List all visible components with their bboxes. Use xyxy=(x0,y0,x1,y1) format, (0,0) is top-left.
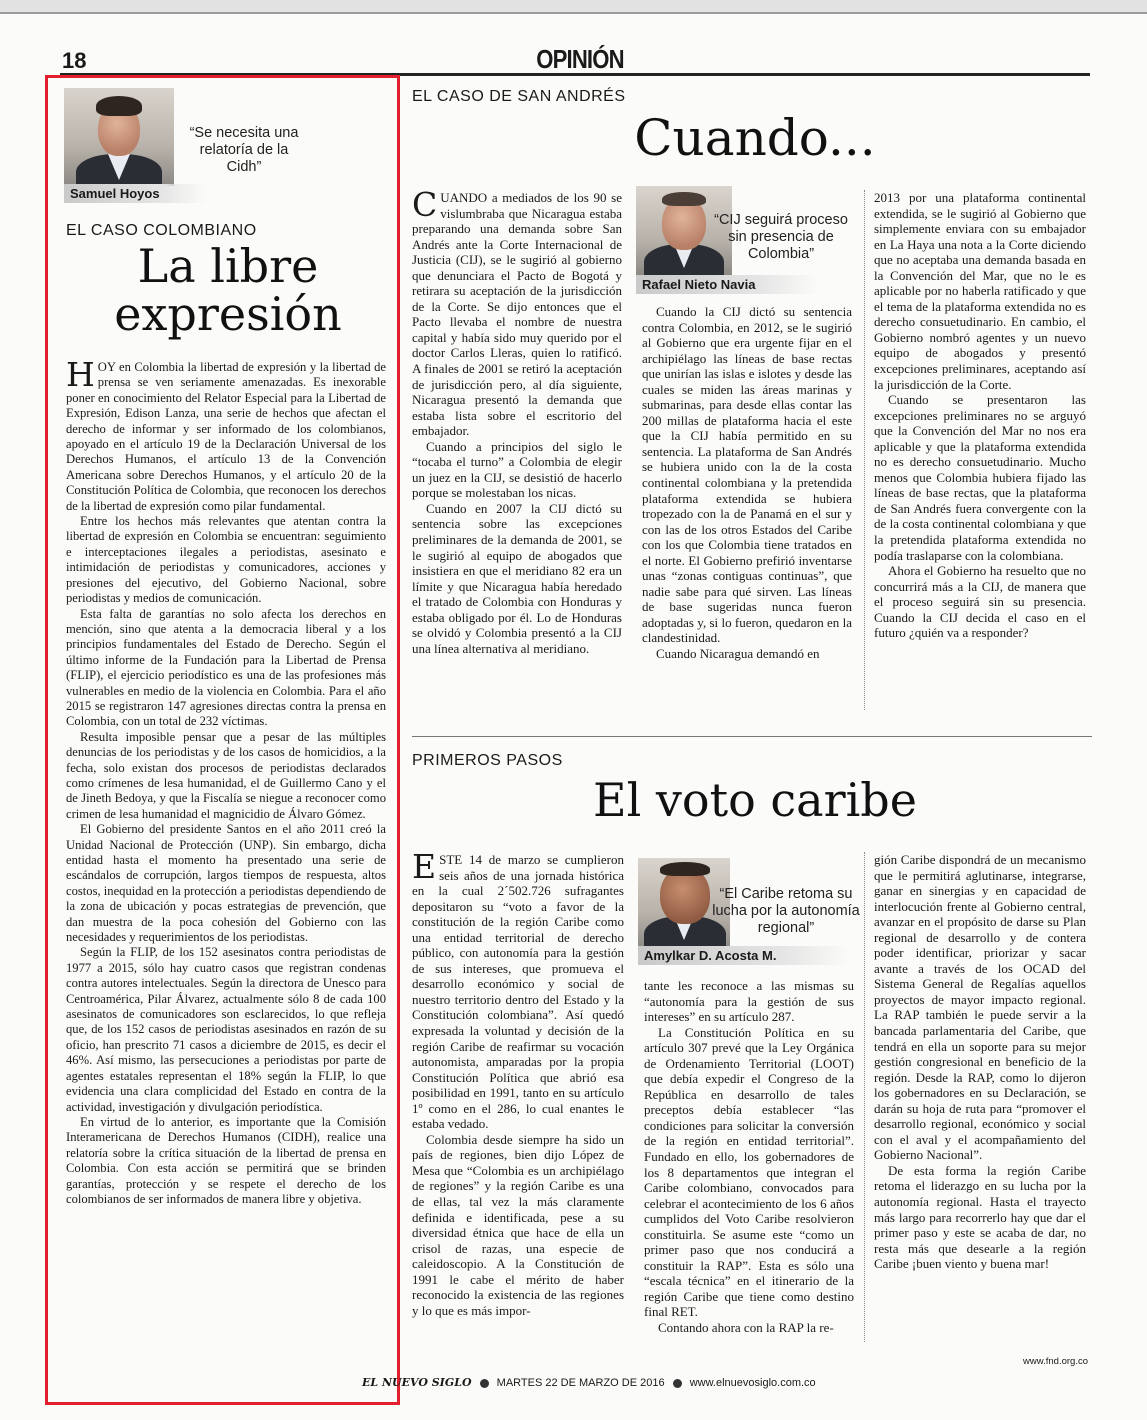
article-kicker: EL CASO COLOMBIANO xyxy=(66,222,257,239)
page-top-strip xyxy=(0,0,1147,14)
bullet-dot xyxy=(480,1379,489,1388)
drop-cap: H xyxy=(66,355,95,394)
publication-date: MARTES 22 DE MARZO DE 2016 xyxy=(496,1377,665,1389)
article-body-col-3 xyxy=(874,190,1086,641)
pull-quote: “CIJ seguirá proceso sin presencia de Colombia” xyxy=(714,212,848,262)
paragraph: Cuando Nicaragua demandó en xyxy=(656,646,820,662)
bullet-dot xyxy=(673,1379,682,1388)
paragraph: Esta falta de garantías no solo afecta los derechos en mención, sino que atenta a la democracia liberal y a los principios fundamentales del Estado de Derecho. Según el último informe de la Fundación para la Libertad de Prensa (FLIP), el ejercicio periodístico es una de las profesiones más vulnerables en medio de la violencia en Colombia. Para el año 2015 se registraron 147 agresiones directas contra la prensa en Colombia, con un total de 232 víctimas. xyxy=(66,606,386,729)
paragraph: Cuando en 2007 la CIJ dictó su sentencia sobre las excepciones preliminares de la demanda de 2001, se le sugirió al equipo de abogados que insistiera en que el meridiano 82 era un límite y que Nicaragua había heredado el tratado de Colombia con Honduras y estaba obligado por él. Lo de Honduras se olvidó y Colombia presentó a la CIJ una línea alternativa al meridiano. xyxy=(412,500,622,656)
drop-cap: C xyxy=(412,185,438,224)
pull-quote: “Se necesita una relatoría de la Cidh” xyxy=(189,125,299,175)
paragraph: Cuando a principios del siglo le “tocaba el turno” a Colombia de elegir un juez en la CIJ, se desistió de hacerlo porque se molestaban los nicas. xyxy=(412,438,622,501)
article-kicker: EL CASO DE SAN ANDRÉS xyxy=(412,88,626,105)
paragraph: En virtud de lo anterior, es importante que la Comisión Interamericana de Derechos Humanos (CIDH), realice una relatoría sobre la crítica situación de la libertad de prensa en Colombia. Con esta acción se permitirá que se brinden garantías, protección y se respete el derecho de los colombianos de ser informados de manera libre y objetiva. xyxy=(66,1114,386,1206)
article-divider xyxy=(412,736,1092,737)
paragraph: De esta forma la región Caribe retoma el liderazgo en su lucha por la autonomía regional. Hasta el trayecto más largo para recorrerlo hay que dar el primer paso y este se acaba de dar, no resta más que desearle a la región Caribe ¡buen viento y buena mar! xyxy=(874,1162,1086,1272)
page-footer xyxy=(362,1376,816,1389)
paragraph: tante les reconoce a las mismas su “autonomía para la gestión de sus intereses” en su artículo 287. xyxy=(644,978,854,1025)
paragraph: El Gobierno del presidente Santos en el año 2011 creó la Unidad Nacional de Protección (UNP). Sin embargo, dicha entidad hasta el momento ha presentado una serie de escándalos de corrupción, largos tiempos de respuesta, altos costos, inequidad en la protección a periodistas dependiendo de la zona de ubicación y pocas estrategias de prevención, que dan muestra de la poca cohesión del Gobierno con las necesidades y requerimientos de los periodistas. xyxy=(66,822,386,945)
author-name: Samuel Hoyos xyxy=(64,184,206,203)
author-photo-samuel-hoyos xyxy=(64,88,174,186)
newspaper-brand: EL NUEVO SIGLO xyxy=(362,1376,472,1389)
column-divider xyxy=(864,190,865,710)
source-website: www.fnd.org.co xyxy=(1023,1356,1088,1367)
paragraph: Entre los hechos más relevantes que atentan contra la libertad de expresión en Colombia se encuentran: seguimiento e interceptaciones ilegales a periodistas, asesinato e intimidación de periodistas y comunicadores, acciones y presiones del ejecutivo, del Gobierno Nacional, sobre periodistas y medios de comunicación. xyxy=(66,514,386,606)
article-body-col-2 xyxy=(642,304,852,662)
newspaper-url: www.elnuevosiglo.com.co xyxy=(689,1377,816,1389)
paragraph: Cuando la CIJ dictó su sentencia contra Colombia, en 2012, se le sugirió al Gobierno que era urgente fijar en el archipiélago las líneas de base rectas que unirían las islas e islotes y desde las cuales se miden las áreas marinas y submarinas, para desde ellas contar las 200 millas de plataforma hacia el este que la CIJ había permitido en su sentencia. La plataforma de San Andrés se hubiera unido con la de la costa continental colombiana y la pretendida plataforma extendida se hubiera tropezado con la de Panamá en el sur y con las de los otros Estados del Caribe con los que Colombia tiene tratados en el norte. El Gobierno prefirió inventarse unas “zonas contiguas continuas”, que nadie sabe para qué sirven. Las líneas de base sugeridas nunca fueron adoptadas y, si lo fueron, quedaron en la clandestinidad. xyxy=(642,304,852,646)
drop-cap: E xyxy=(412,847,437,886)
paragraph: Resulta imposible pensar que a pesar de las múltiples denuncias de los periodistas y de los casos de homicidios, a la fecha, solo existan dos procesos de periodistas declarados como crímenes de lesa humanidad, el de Guillermo Cano y el de Jineth Bedoya, y que la Fiscalía se niegue a reconocer como crimen de lesa humanidad el magnicidio de Álvaro Gómez. xyxy=(66,729,386,821)
article-body-col-1 xyxy=(412,847,624,1318)
article-body-col-3 xyxy=(874,852,1086,1272)
section-title: OPINIÓN xyxy=(536,44,624,74)
column-divider xyxy=(864,852,865,1342)
page-number: 18 xyxy=(62,48,87,73)
article-body-col-2 xyxy=(644,978,854,1336)
paragraph: Ahora el Gobierno ha resuelto que no concurrirá más a la CIJ, de manera que el proceso seguirá sin su presencia. Cuando la CIJ decida el caso en el futuro ¿quién va a responder? xyxy=(874,563,1086,641)
pull-quote: “El Caribe retoma su lucha por la autonomía regional” xyxy=(712,886,860,936)
paragraph: HOY en Colombia la libertad de expresión y la libertad de prensa se ven seriamente amenazadas. Es inexorable poner en conocimiento del Relator Especial para la Libertad de Expresión, Edison Lanza, una serie de hechos que afectan el derecho de informar y ser informado de los colombianos, apoyado en el artículo 19 de la Declaración Universal de los Derechos Humanos, el artículo 13 de la Convención Americana sobre Derechos Humanos, y el artículo 20 de la Constitución Política de Colombia, que reconocen los derechos de la libertad de expresión como pilar fundamental. xyxy=(66,355,386,513)
paragraph: ESTE 14 de marzo se cumplieron seis años de una jornada histórica en la cual 2´502.726 sufragantes depositaron su “voto a favor de la constitución de la región Caribe como una entidad territorial de derecho público, con autonomía para la gestión de sus intereses, que promueva el desarrollo económico y social de nuestro territorio dentro del Estado y la Constitución colombiana”. Así quedó expresada la voluntad y decisión de la región Caribe de reafirmar su vocación autonomista, amparadas por la propia Constitución Política que abrió esa posibilidad en 1991, tanto en su artículo 1º como en el 286, lo cual enantes le estaba vedado. xyxy=(412,847,624,1132)
paragraph: Colombia desde siempre ha sido un país de regiones, bien dijo López de Mesa que “Colombia es un archipiélago de regiones” y la región Caribe es una de ellas, tal vez la más claramente definida e identificada, pese a su diversidad étnica que hace de ella un crisol de razas, una especie de caleidoscopio. A la Constitución de 1991 le cabe el mérito de haber reconocido la existencia de las regiones y lo que es más impor- xyxy=(412,1131,624,1318)
paragraph: CUANDO a mediados de los 90 se vislumbraba que Nicaragua estaba preparando una demanda sobre San Andrés ante la Corte Internacional de Justicia (CIJ), se le sugirió al gobierno que denunciara el Pacto de Bogotá y retirara su aceptación de la jurisdicción de la Corte. Se dijo entonces que el Pacto llevaba el nombre de nuestra capital y había sido muy querido por el doctor Carlos Lleras, quien lo ratificó. A finales de 2001 se retiró la aceptación de jurisdicción pero, al día siguiente, Nicaragua presentó la demanda que estaba lista sobre el escritorio del embajador. xyxy=(412,185,622,439)
author-name: Amylkar D. Acosta M. xyxy=(638,946,850,965)
paragraph: Cuando se presentaron las excepciones preliminares no se arguyó que la Convención del Mar no nos era aplicable y que la plataforma extendida no es derecho consuetudinario. Mucho menos que Colombia hubiera fijado las líneas de base rectas, que la plataforma de San Andrés fuera convergente con la de la costa continental colombiana y que la pretendida plataforma extendida no podía traslaparse con la colombiana. xyxy=(874,392,1086,563)
article-title-line-2: expresión xyxy=(114,287,342,342)
article-title: El voto caribe xyxy=(593,773,917,827)
paragraph: 2013 por una plataforma continental extendida, se le sugirió al Gobierno que simplemente enviara con su embajador en La Haya una nota a la Corte diciendo que no aceptaba una demanda basada en la Convención del Mar, que no le es aplicable por no haberla ratificado y que el tema de la plataforma extendida no es derecho consuetudinario. En cambio, el Gobierno nombró agentes y un nuevo equipo de abogados y presentó excepciones preliminares, aceptando así la jurisdicción de la Corte. xyxy=(874,190,1086,392)
article-body-col-1 xyxy=(412,185,622,656)
article-title: Cuando... xyxy=(634,109,876,167)
paragraph: Contando ahora con la RAP la re- xyxy=(658,1320,834,1336)
author-name: Rafael Nieto Navia xyxy=(636,275,818,294)
article-title xyxy=(58,239,398,342)
paragraph: gión Caribe dispondrá de un mecanismo que le permitirá aglutinarse, integrarse, ganar en sinergias y en capacidad de interlocución frente al Gobierno central, avanzar en el propósito de darse su Plan regional de desarrollo y de contera poder identificar, priorizar y sacar avante a través de los OCAD del Sistema General de Regalías aquellos proyectos de mayor impacto regional. La RAP también le puede servir a la bancada parlamentaria del Caribe, que tendrá en ella un soporte para su mejor gestión congresional en beneficio de la región. Desde la RAP, como lo dijeron los gobernadores en su Declaración, se darán su hoja de ruta para “promover el desarrollo regional, económico y social con el aval y el acompañamiento del Gobierno Nacional”. xyxy=(874,852,1086,1163)
paragraph: La Constitución Política en su artículo 307 prevé que la Ley Orgánica de Ordenamiento Territorial (LOOT) que debía expedir el Congreso de la República en desarrollo de tales preceptos debía establecer “las condiciones para solicitar la conversión de la región en entidad territorial”. Fundado en ello, los gobernadores de los 8 departamentos que integran el Caribe colombiano, convocados para celebrar el acontecimiento de los 6 años cumplidos del Voto Caribe resolvieron constituirla. Se asume este “como un primer paso que nos conducirá a constituir la RAP”. Esta es sólo una “escala técnica” en el itinerario de la región Caribe que tiene como destino final RET. xyxy=(644,1024,854,1320)
paragraph: Según la FLIP, de los 152 asesinatos contra periodistas de 1977 a 2015, sólo hay cuatro casos que registran condenas contra autores intelectuales. Según la directora de Unesco para Centroamérica, Pilar Álvarez, actualmente sólo 8 de cada 100 asesinatos de comunicadores son esclarecidos, lo que refleja que, de los 152 casos de periodistas asesinados en razón de su oficio, han prescrito 71 casos a diciembre de 2015, es decir el 46%. Así mismo, las persecuciones a periodistas por parte de agentes estatales representan el 18% según la FLIP, lo que evidencia una clara complicidad del Estado en contra de la actividad, investigación y divulgación periodística. xyxy=(66,945,386,1114)
article-title-line-1: La libre xyxy=(137,239,319,293)
article-kicker: PRIMEROS PASOS xyxy=(412,752,563,769)
article-body xyxy=(66,355,386,1207)
